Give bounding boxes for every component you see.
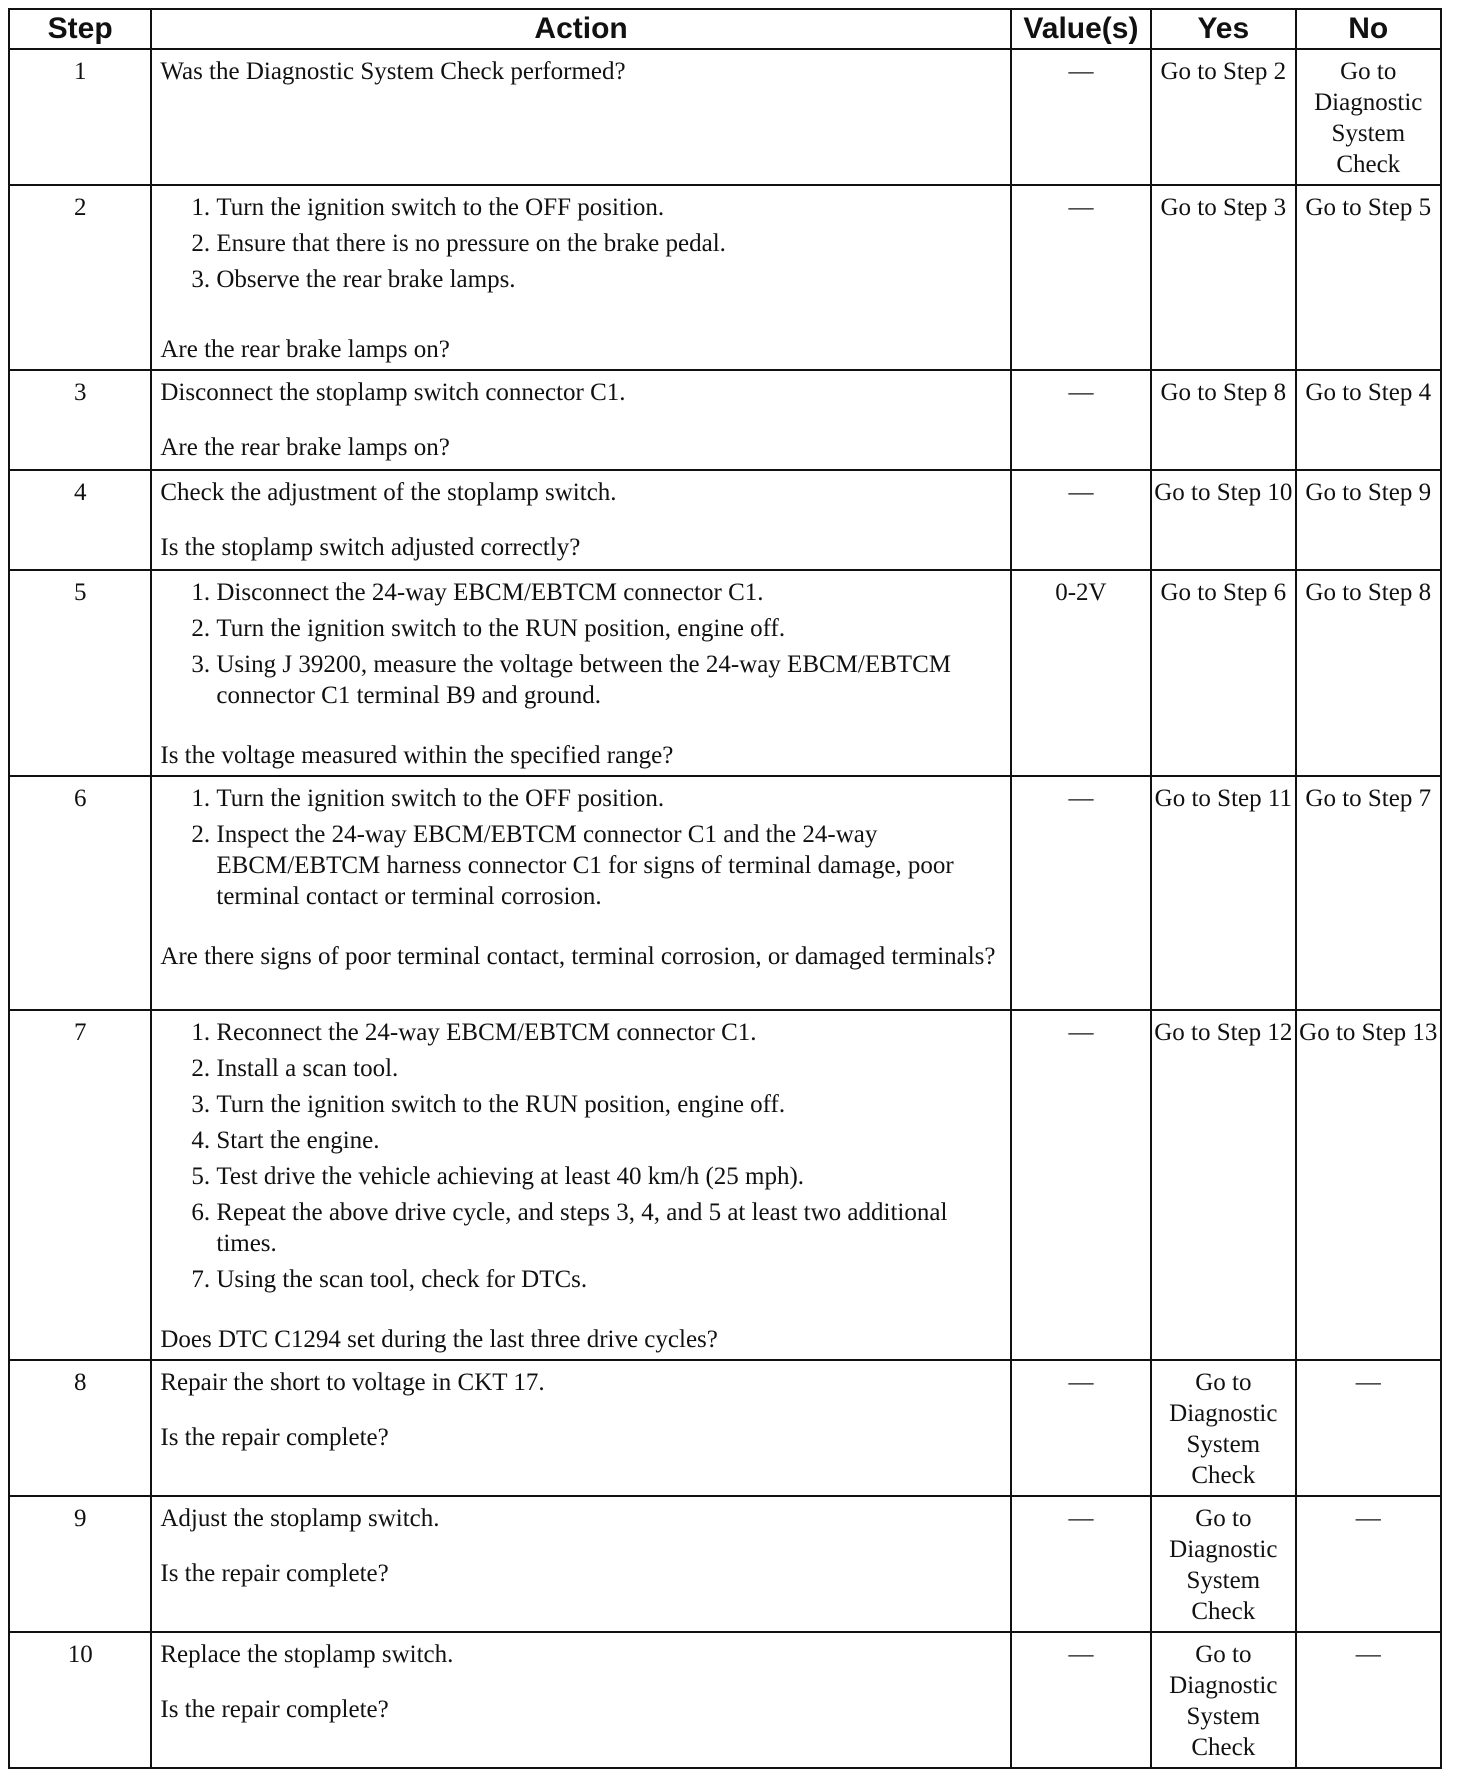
yes-cell <box>1151 185 1295 370</box>
substep: 1. Disconnect the 24-way EBCM/EBTCM connector C1. <box>216 577 999 608</box>
yes-cell <box>1151 570 1295 776</box>
action-question: Is the repair complete? <box>160 1560 389 1587</box>
value-cell: — <box>1011 370 1151 470</box>
step-number: 3 <box>9 370 151 470</box>
no-cell: — <box>1296 1496 1441 1632</box>
substep: 6. Repeat the above drive cycle, and steps 3, 4, and 5 at least two additional times. <box>216 1197 999 1259</box>
action-question: Is the voltage measured within the specified range? <box>160 742 674 769</box>
step-number: 8 <box>9 1360 151 1496</box>
header-values: Value(s) <box>1011 9 1151 49</box>
value-cell: — <box>1011 776 1151 1010</box>
action-cell <box>151 1632 1010 1768</box>
no-link[interactable]: Go to Step 8 <box>1305 579 1432 606</box>
action-instruction: Disconnect the stoplamp switch connector C1. <box>160 379 626 406</box>
table-row <box>9 470 1441 570</box>
substep: 3. Turn the ignition switch to the RUN position, engine off. <box>216 1089 999 1120</box>
substep-list <box>160 1017 999 1295</box>
yes-link[interactable]: Go to Diagnostic System Check <box>1169 1641 1278 1761</box>
value-cell: 0-2V <box>1011 570 1151 776</box>
value-cell: — <box>1011 49 1151 185</box>
yes-link[interactable]: Go to Diagnostic System Check <box>1169 1505 1278 1625</box>
no-cell <box>1296 370 1441 470</box>
substep: 7. Using the scan tool, check for DTCs. <box>216 1264 999 1295</box>
substep: 2. Turn the ignition switch to the RUN position, engine off. <box>216 613 999 644</box>
header-row <box>9 9 1441 49</box>
value-cell: — <box>1011 1496 1151 1632</box>
yes-cell <box>1151 1632 1295 1768</box>
action-instruction: Check the adjustment of the stoplamp switch. <box>160 479 617 506</box>
step-number: 1 <box>9 49 151 185</box>
header-yes: Yes <box>1151 9 1295 49</box>
step-number: 2 <box>9 185 151 370</box>
table-row <box>9 1360 1441 1496</box>
substep: 2. Install a scan tool. <box>216 1053 999 1084</box>
no-link[interactable]: Go to Step 9 <box>1305 479 1432 506</box>
action-cell <box>151 370 1010 470</box>
table-row <box>9 1632 1441 1768</box>
no-cell: — <box>1296 1360 1441 1496</box>
action-cell <box>151 49 1010 185</box>
substep: 2. Ensure that there is no pressure on the brake pedal. <box>216 228 999 259</box>
no-link[interactable]: Go to Step 13 <box>1299 1019 1438 1046</box>
yes-cell <box>1151 776 1295 1010</box>
action-question: Was the Diagnostic System Check performed? <box>160 58 626 85</box>
step-number: 9 <box>9 1496 151 1632</box>
table-row <box>9 185 1441 370</box>
step-number: 6 <box>9 776 151 1010</box>
value-cell: — <box>1011 185 1151 370</box>
action-question: Is the stoplamp switch adjusted correctly? <box>160 534 581 561</box>
substep: 1. Turn the ignition switch to the OFF position. <box>216 192 999 223</box>
yes-cell <box>1151 1496 1295 1632</box>
step-number: 4 <box>9 470 151 570</box>
no-link[interactable]: Go to Step 5 <box>1305 194 1432 221</box>
table-row <box>9 570 1441 776</box>
substep-list <box>160 577 999 711</box>
no-cell <box>1296 49 1441 185</box>
yes-cell <box>1151 470 1295 570</box>
yes-link[interactable]: Go to Step 8 <box>1160 379 1287 406</box>
action-cell <box>151 776 1010 1010</box>
action-question: Are the rear brake lamps on? <box>160 434 450 461</box>
action-instruction: Replace the stoplamp switch. <box>160 1641 454 1668</box>
yes-cell <box>1151 1010 1295 1360</box>
no-link[interactable]: Go to Step 4 <box>1305 379 1432 406</box>
substep: 2. Inspect the 24-way EBCM/EBTCM connector C1 and the 24-way EBCM/EBTCM harness connector C1 for signs of terminal damage, poor terminal contact or terminal corrosion. <box>216 819 999 912</box>
no-link[interactable]: Go to Step 7 <box>1305 785 1432 812</box>
table-row <box>9 370 1441 470</box>
step-number: 10 <box>9 1632 151 1768</box>
yes-link[interactable]: Go to Step 10 <box>1154 479 1293 506</box>
yes-cell <box>1151 49 1295 185</box>
yes-cell <box>1151 1360 1295 1496</box>
action-question: Are the rear brake lamps on? <box>160 336 450 363</box>
yes-cell <box>1151 370 1295 470</box>
action-cell <box>151 1360 1010 1496</box>
yes-link[interactable]: Go to Step 11 <box>1154 785 1292 812</box>
yes-link[interactable]: Go to Step 6 <box>1160 579 1287 606</box>
action-instruction: Repair the short to voltage in CKT 17. <box>160 1369 545 1396</box>
action-question: Does DTC C1294 set during the last three drive cycles? <box>160 1326 718 1353</box>
header-step: Step <box>9 9 151 49</box>
step-number: 7 <box>9 1010 151 1360</box>
action-question: Is the repair complete? <box>160 1424 389 1451</box>
value-cell: — <box>1011 1360 1151 1496</box>
action-cell <box>151 1010 1010 1360</box>
yes-link[interactable]: Go to Step 2 <box>1160 58 1287 85</box>
step-number: 5 <box>9 570 151 776</box>
no-cell <box>1296 470 1441 570</box>
diagnostic-table <box>8 8 1442 1769</box>
no-cell <box>1296 570 1441 776</box>
substep-list <box>160 192 999 295</box>
action-cell <box>151 470 1010 570</box>
no-cell: — <box>1296 1632 1441 1768</box>
table-row <box>9 1010 1441 1360</box>
value-cell: — <box>1011 1010 1151 1360</box>
substep: 3. Observe the rear brake lamps. <box>216 264 999 295</box>
no-cell <box>1296 1010 1441 1360</box>
action-cell <box>151 185 1010 370</box>
value-cell: — <box>1011 1632 1151 1768</box>
value-cell: — <box>1011 470 1151 570</box>
yes-link[interactable]: Go to Diagnostic System Check <box>1169 1369 1278 1489</box>
table-row <box>9 49 1441 185</box>
table-row <box>9 1496 1441 1632</box>
yes-link[interactable]: Go to Step 12 <box>1154 1019 1293 1046</box>
action-cell <box>151 1496 1010 1632</box>
substep: 1. Turn the ignition switch to the OFF position. <box>216 783 999 814</box>
substep: 4. Start the engine. <box>216 1125 999 1156</box>
no-link[interactable]: Go to Diagnostic System Check <box>1314 58 1423 178</box>
substep: 1. Reconnect the 24-way EBCM/EBTCM connector C1. <box>216 1017 999 1048</box>
yes-link[interactable]: Go to Step 3 <box>1160 194 1287 221</box>
action-question: Is the repair complete? <box>160 1696 389 1723</box>
substep: 5. Test drive the vehicle achieving at least 40 km/h (25 mph). <box>216 1161 999 1192</box>
header-action: Action <box>151 9 1010 49</box>
substep-list <box>160 783 999 912</box>
action-cell <box>151 570 1010 776</box>
no-cell <box>1296 185 1441 370</box>
table-row <box>9 776 1441 1010</box>
no-cell <box>1296 776 1441 1010</box>
substep: 3. Using J 39200, measure the voltage between the 24-way EBCM/EBTCM connector C1 terminal B9 and ground. <box>216 649 999 711</box>
action-question: Are there signs of poor terminal contact, terminal corrosion, or damaged terminals? <box>160 943 996 970</box>
header-no: No <box>1296 9 1441 49</box>
action-instruction: Adjust the stoplamp switch. <box>160 1505 440 1532</box>
